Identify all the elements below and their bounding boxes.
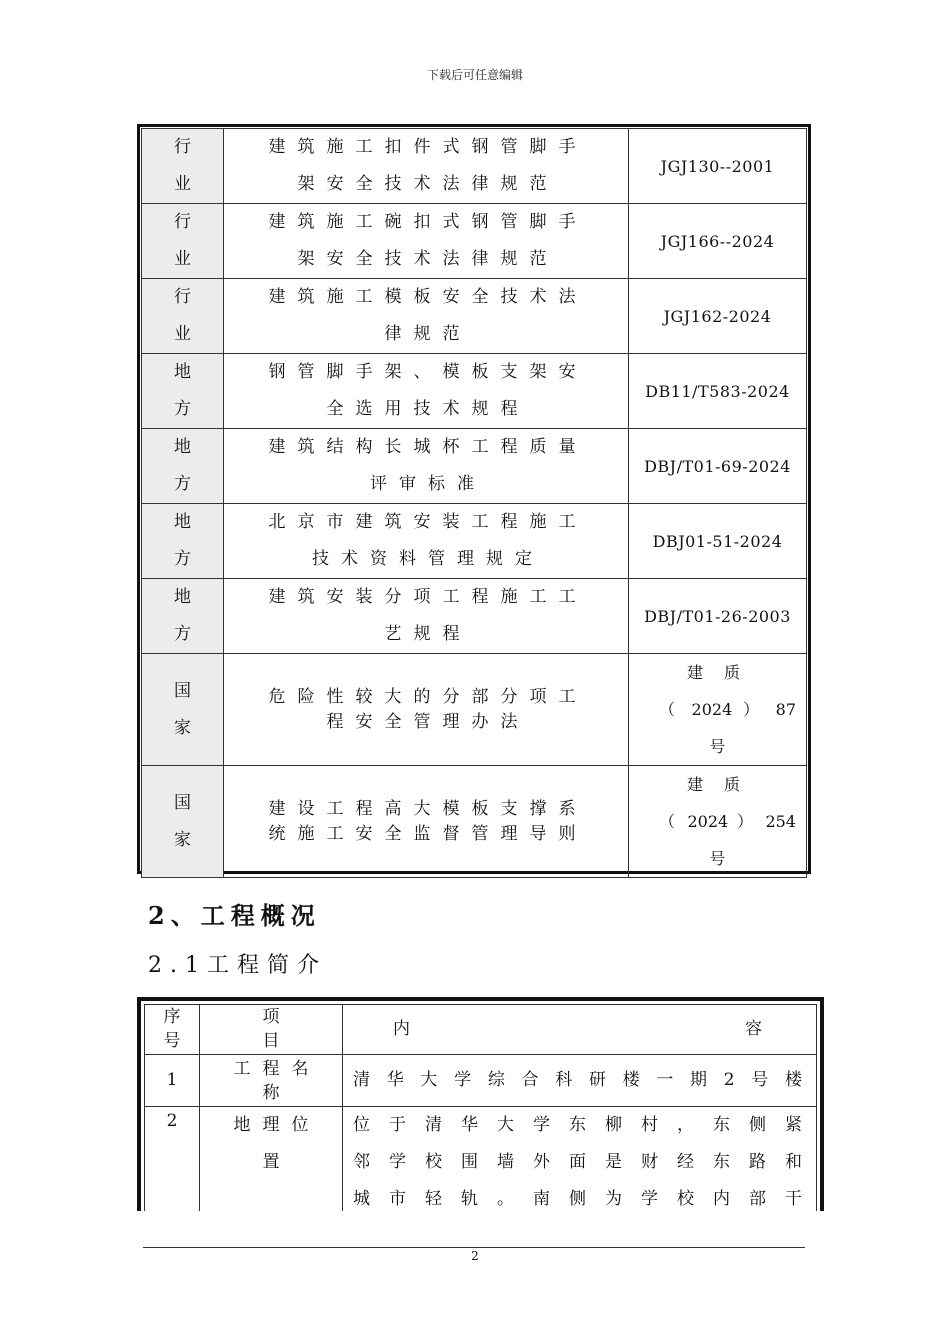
standard-name-line: 艺规程 [384, 624, 472, 644]
standard-level-line: 国 [174, 792, 191, 813]
standard-level-line: 行 [174, 287, 191, 307]
standard-code-line: DBJ/T01-26-2003 [644, 606, 791, 626]
standard-name-line: 钢管脚手架、模板支架安 [268, 362, 588, 382]
overview-item-line: 称 [262, 1083, 292, 1103]
standard-level-line: 行 [174, 212, 191, 232]
standard-name-line: 统施工安全监督管理导则 [268, 823, 588, 844]
standard-code [629, 579, 807, 654]
standard-code [629, 279, 807, 354]
standard-level [142, 579, 224, 654]
standard-name-line: 评审标准 [370, 474, 486, 494]
standards-row [142, 766, 807, 878]
standard-level-line: 地 [174, 437, 191, 457]
standard-level-line: 业 [174, 174, 191, 194]
standard-code-line: （ 2024 ） 254 [659, 812, 796, 831]
standards-table [137, 124, 811, 874]
standard-code [629, 129, 807, 204]
overview-content [343, 1055, 817, 1107]
standard-level-line: 家 [174, 829, 191, 850]
standard-name-line: 建筑施工扣件式钢管脚手 [268, 137, 588, 157]
standards-row [142, 504, 807, 579]
standard-name [224, 429, 629, 504]
standards-row [142, 579, 807, 654]
standard-level-line: 家 [174, 717, 191, 738]
overview-content-line: 城市轻轨。南侧为学校内部干 [353, 1189, 806, 1209]
standards-row [142, 279, 807, 354]
overview-item-line: 工程名 [233, 1059, 321, 1079]
standard-code-line: JGJ166--2024 [660, 231, 775, 251]
header-item-line: 目 [262, 1031, 292, 1051]
overview-content-line: 清华大学综合科研楼一期2号楼 [353, 1070, 806, 1090]
overview-item [200, 1107, 343, 1212]
standard-name [224, 579, 629, 654]
header-item [200, 1005, 343, 1055]
standard-name-line: 建筑施工碗扣式钢管脚手 [268, 212, 588, 232]
overview-no: 2 [145, 1107, 200, 1212]
standard-name-line: 架安全技术法律规范 [297, 174, 559, 194]
standard-level [142, 766, 224, 878]
standard-name-line: 建筑结构长城杯工程质量 [268, 437, 588, 457]
standard-level [142, 429, 224, 504]
standard-level-line: 行 [174, 137, 191, 157]
standard-level [142, 354, 224, 429]
standard-code-line: 号 [709, 737, 726, 756]
standard-code-line: 建 质 [686, 663, 749, 682]
standard-level [142, 204, 224, 279]
header-content: 内容 [343, 1005, 817, 1055]
standards-row [142, 429, 807, 504]
header-no [145, 1005, 200, 1055]
standard-name [224, 654, 629, 766]
standard-name [224, 279, 629, 354]
standards-row [142, 204, 807, 279]
header-no-line: 号 [163, 1031, 181, 1051]
overview-content-line: 邻学校围墙外面是财经东路和 [353, 1152, 806, 1172]
standards-row [142, 354, 807, 429]
standard-name [224, 504, 629, 579]
standard-code-line: 号 [709, 849, 726, 868]
standard-name [224, 129, 629, 204]
standard-level [142, 129, 224, 204]
standard-name-line: 全选用技术规程 [326, 399, 530, 419]
standard-code [629, 354, 807, 429]
standard-name-line: 北京市建筑安装工程施工 [268, 512, 588, 532]
standard-code-line: DB11/T583-2024 [645, 381, 790, 401]
standard-name-line: 危险性较大的分部分项工 [268, 686, 588, 707]
standard-level-line: 地 [174, 512, 191, 532]
header-no-line: 序 [163, 1007, 181, 1027]
standard-level-line: 国 [174, 680, 191, 701]
overview-content-line: 位于清华大学东柳村，东侧紧 [353, 1115, 806, 1135]
standard-level [142, 279, 224, 354]
standard-code-line: JGJ130--2001 [660, 156, 775, 176]
standard-code-line: DBJ/T01-69-2024 [644, 456, 791, 476]
standard-level-line: 地 [174, 587, 191, 607]
standard-code [629, 654, 807, 766]
standard-name-line: 建设工程高大模板支撑系 [268, 798, 588, 819]
overview-item-line: 置 [262, 1152, 292, 1172]
overview-table [137, 997, 824, 1211]
standard-code-line: （ 2024 ） 87 [659, 700, 796, 719]
overview-row [145, 1107, 817, 1212]
standard-level-line: 地 [174, 362, 191, 382]
standard-level-line: 方 [174, 399, 191, 419]
standard-level-line: 业 [174, 324, 191, 344]
standard-code-line: DBJ01-51-2024 [652, 531, 783, 551]
standard-level-line: 方 [174, 474, 191, 494]
footer-rule [143, 1247, 805, 1248]
standard-name-line: 律规范 [384, 324, 472, 344]
standard-level [142, 504, 224, 579]
subsection-heading: 2.1工程简介 [148, 953, 327, 978]
standard-level-line: 方 [174, 549, 191, 569]
standard-name [224, 354, 629, 429]
standards-row [142, 129, 807, 204]
overview-content [343, 1107, 817, 1212]
standard-code-line: JGJ162-2024 [663, 306, 772, 326]
standard-name-line: 建筑施工模板安全技术法 [268, 287, 588, 307]
standards-row [142, 654, 807, 766]
overview-row [145, 1055, 817, 1107]
standard-code [629, 204, 807, 279]
standard-name-line: 建筑安装分项工程施工工 [268, 587, 588, 607]
standard-name-line: 技术资料管理规定 [312, 549, 544, 569]
standard-code-line: 建 质 [686, 775, 749, 794]
standard-name-line: 程安全管理办法 [326, 711, 530, 732]
standard-code [629, 429, 807, 504]
standard-name-line: 架安全技术法律规范 [297, 249, 559, 269]
overview-header-row [145, 1005, 817, 1055]
standard-name [224, 204, 629, 279]
section-heading: 2、工程概况 [148, 901, 321, 930]
standard-name [224, 766, 629, 878]
overview-item [200, 1055, 343, 1107]
standard-level-line: 方 [174, 624, 191, 644]
standard-level-line: 业 [174, 249, 191, 269]
page-number: 2 [471, 1249, 479, 1263]
standard-level [142, 654, 224, 766]
standard-code [629, 504, 807, 579]
overview-item-line: 地理位 [233, 1115, 321, 1135]
overview-no: 1 [145, 1055, 200, 1107]
standard-code [629, 766, 807, 878]
header-item-line: 项 [262, 1007, 292, 1027]
header-note: 下载后可任意编辑 [426, 68, 523, 82]
